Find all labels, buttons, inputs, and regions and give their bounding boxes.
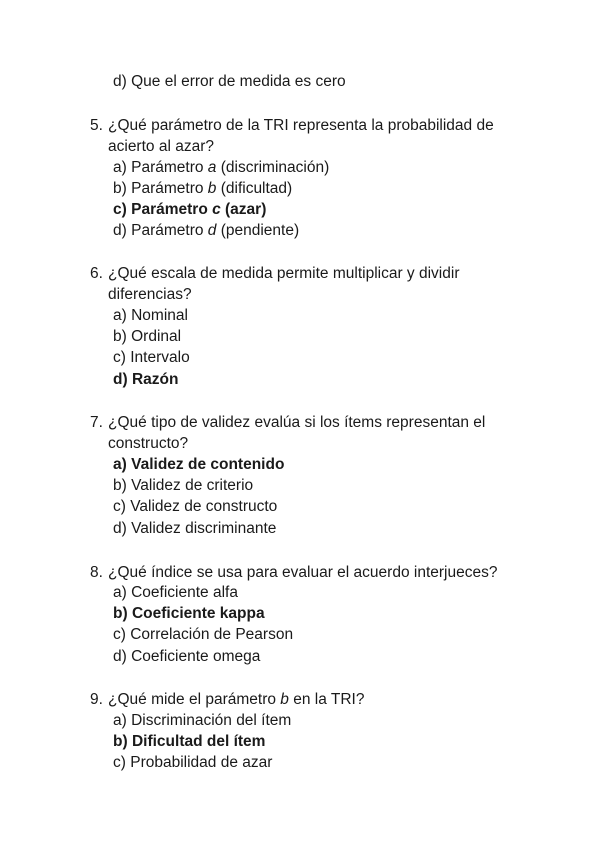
question-9-option-a: a) Discriminación del ítem	[113, 712, 292, 729]
option-text: Que el error de medida es cero	[131, 73, 346, 90]
question-7-text-line-1: ¿Qué tipo de validez evalúa si los ítems representan el	[108, 414, 486, 431]
question-6-number: 6.	[90, 265, 103, 282]
question-5-option-c-correct: c) Parámetro c (azar)	[113, 201, 267, 218]
question-8-number: 8.	[90, 564, 103, 581]
question-6-option-c: c) Intervalo	[113, 349, 190, 366]
question-6-option-a: a) Nominal	[113, 307, 188, 324]
question-6-option-d-correct: d) Razón	[113, 371, 179, 388]
option-letter: d)	[113, 73, 127, 90]
question-5-option-b: b) Parámetro b (dificultad)	[113, 180, 293, 197]
question-6-text-line-1: ¿Qué escala de medida permite multiplicar y dividir	[108, 265, 460, 282]
question-5-number: 5.	[90, 117, 103, 134]
question-8-option-b-correct: b) Coeficiente kappa	[113, 605, 265, 622]
question-5-text-line-1: ¿Qué parámetro de la TRI representa la probabilidad de	[108, 117, 494, 134]
question-5-option-a: a) Parámetro a (discriminación)	[113, 159, 330, 176]
question-7-option-b: b) Validez de criterio	[113, 477, 254, 494]
question-7-option-a-correct: a) Validez de contenido	[113, 456, 285, 473]
question-6-text-line-2: diferencias?	[108, 286, 192, 303]
question-7-option-d: d) Validez discriminante	[113, 520, 277, 537]
question-9-number: 9.	[90, 691, 103, 708]
previous-question-option-d	[113, 72, 346, 92]
question-5-text-line-2: acierto al azar?	[108, 138, 214, 155]
question-8-option-a: a) Coeficiente alfa	[113, 584, 238, 601]
question-9-option-b-correct: b) Dificultad del ítem	[113, 733, 266, 750]
question-9-text-line-1: ¿Qué mide el parámetro b en la TRI?	[108, 691, 365, 708]
question-7-text-line-2: constructo?	[108, 435, 189, 452]
question-8-option-c: c) Correlación de Pearson	[113, 626, 294, 643]
question-9-option-c: c) Probabilidad de azar	[113, 754, 273, 771]
question-5-option-d: d) Parámetro d (pendiente)	[113, 222, 300, 239]
question-6-option-b: b) Ordinal	[113, 328, 182, 345]
question-7-option-c: c) Validez de constructo	[113, 498, 278, 515]
question-8-text-line-1: ¿Qué índice se usa para evaluar el acuerdo interjueces?	[108, 564, 498, 581]
question-7-number: 7.	[90, 414, 103, 431]
question-8-option-d: d) Coeficiente omega	[113, 648, 261, 665]
